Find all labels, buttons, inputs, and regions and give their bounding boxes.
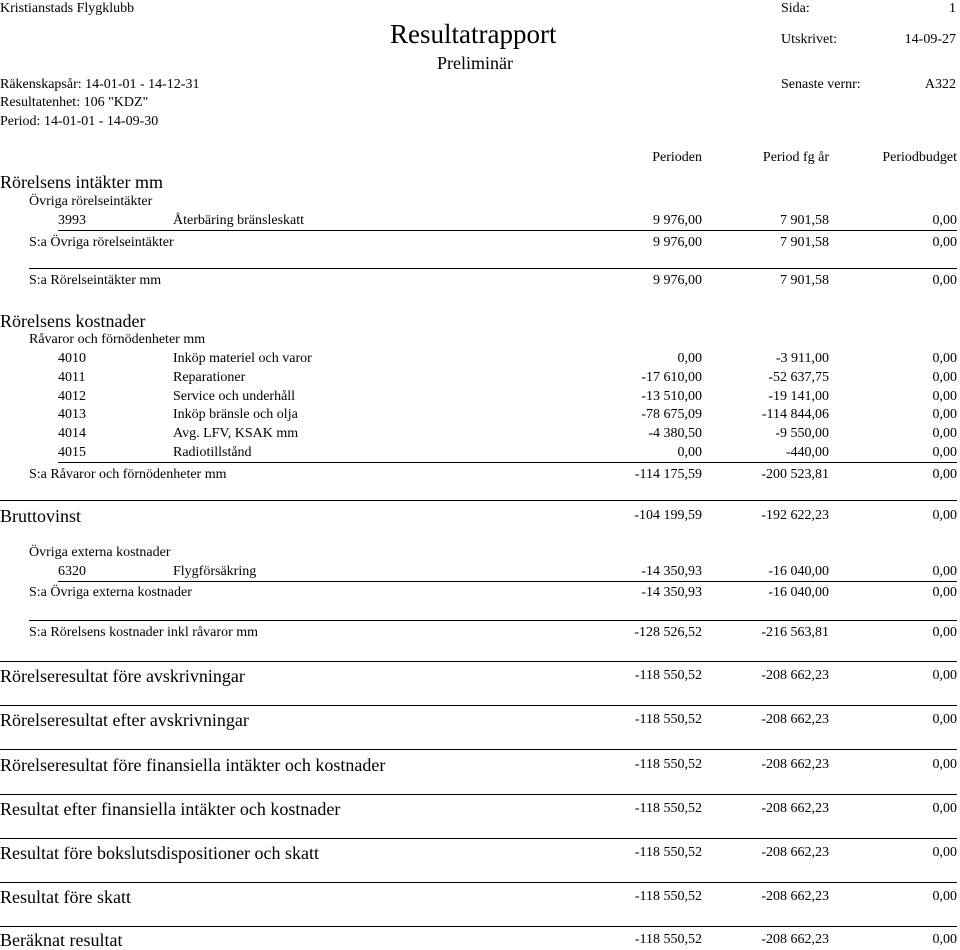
divider xyxy=(0,661,957,662)
sum-label: S:a Råvaror och förnödenheter mm xyxy=(29,467,227,482)
value-prev-year: -9 550,00 xyxy=(775,426,829,441)
value-budget: 0,00 xyxy=(932,370,957,385)
value-budget: 0,00 xyxy=(932,213,957,228)
divider xyxy=(29,620,957,621)
value-prev-year: -440,00 xyxy=(785,445,829,460)
account-number: 4012 xyxy=(58,389,86,404)
account-number: 3993 xyxy=(58,213,86,228)
divider xyxy=(0,882,957,883)
value-prev-year: -208 662,23 xyxy=(761,801,829,816)
account-number: 6320 xyxy=(58,564,86,579)
value-budget: 0,00 xyxy=(932,712,957,727)
divider xyxy=(58,230,957,231)
result-label: Beräknat resultat xyxy=(0,930,123,950)
sum-label: S:a Rörelsens kostnader inkl råvaror mm xyxy=(29,625,259,640)
value-period: 0,00 xyxy=(677,445,702,460)
value-budget: 0,00 xyxy=(932,467,957,482)
value-budget: 0,00 xyxy=(932,625,957,640)
value-period: -128 526,52 xyxy=(634,625,702,640)
result-label: Resultat efter finansiella intäkter och kostnader xyxy=(0,799,341,819)
value-budget: 0,00 xyxy=(932,585,957,600)
result-label: Resultat före skatt xyxy=(0,887,131,907)
value-period: -118 550,52 xyxy=(634,845,702,860)
page-label: Sida: xyxy=(781,1,810,16)
value-period: -118 550,52 xyxy=(634,757,702,772)
account-name: Radiotillstånd xyxy=(173,445,252,460)
value-budget: 0,00 xyxy=(932,564,957,579)
result-label: Bruttovinst xyxy=(0,506,82,526)
value-prev-year: -208 662,23 xyxy=(761,889,829,904)
printed-label: Utskrivet: xyxy=(781,32,837,47)
value-budget: 0,00 xyxy=(932,889,957,904)
value-budget: 0,00 xyxy=(932,273,957,288)
column-header-period: Perioden xyxy=(652,150,702,165)
account-number: 4010 xyxy=(58,351,86,366)
divider xyxy=(0,749,957,750)
value-budget: 0,00 xyxy=(932,445,957,460)
value-prev-year: -114 844,06 xyxy=(761,407,829,422)
value-period: -104 199,59 xyxy=(634,508,702,523)
company-name: Kristianstads Flygklubb xyxy=(0,1,135,16)
account-number: 4011 xyxy=(58,370,86,385)
column-header-prev-year: Period fg år xyxy=(762,150,829,165)
value-budget: 0,00 xyxy=(932,426,957,441)
value-prev-year: -216 563,81 xyxy=(761,625,829,640)
value-budget: 0,00 xyxy=(932,845,957,860)
value-period: -118 550,52 xyxy=(634,801,702,816)
value-budget: 0,00 xyxy=(932,407,957,422)
value-budget: 0,00 xyxy=(932,668,957,683)
printed-date: 14-09-27 xyxy=(904,32,956,47)
value-prev-year: -208 662,23 xyxy=(761,757,829,772)
value-period: -17 610,00 xyxy=(641,370,702,385)
account-name: Avg. LFV, KSAK mm xyxy=(173,426,299,441)
value-budget: 0,00 xyxy=(932,508,957,523)
value-period: -14 350,93 xyxy=(641,564,702,579)
report-subtitle: Preliminär xyxy=(437,53,513,73)
value-prev-year: -16 040,00 xyxy=(768,585,829,600)
account-name: Inköp materiel och varor xyxy=(173,351,312,366)
divider xyxy=(0,500,957,501)
last-verification-label: Senaste vernr: xyxy=(781,77,861,92)
value-period: -118 550,52 xyxy=(634,712,702,727)
report-title: Resultatrapport xyxy=(390,19,557,49)
value-prev-year: -19 141,00 xyxy=(768,389,829,404)
value-period: 0,00 xyxy=(677,351,702,366)
account-name: Inköp bränsle och olja xyxy=(173,407,298,422)
column-header-budget: Periodbudget xyxy=(882,150,957,165)
value-period: 9 976,00 xyxy=(653,213,702,228)
sum-label: S:a Rörelseintäkter mm xyxy=(29,273,162,288)
result-label: Rörelseresultat efter avskrivningar xyxy=(0,710,249,730)
group-title-other-revenue: Övriga rörelseintäkter xyxy=(29,194,153,209)
last-verification-number: A322 xyxy=(924,77,956,92)
value-prev-year: 7 901,58 xyxy=(780,235,829,250)
value-prev-year: 7 901,58 xyxy=(780,273,829,288)
result-label: Resultat före bokslutsdispositioner och skatt xyxy=(0,843,319,863)
divider xyxy=(58,581,957,582)
value-prev-year: 7 901,58 xyxy=(780,213,829,228)
sum-label: S:a Övriga externa kostnader xyxy=(29,585,192,600)
value-prev-year: -208 662,23 xyxy=(761,845,829,860)
account-number: 4014 xyxy=(58,426,86,441)
period-range: Period: 14-01-01 - 14-09-30 xyxy=(0,114,159,129)
value-budget: 0,00 xyxy=(932,389,957,404)
group-title-external: Övriga externa kostnader xyxy=(29,545,171,560)
value-period: 9 976,00 xyxy=(653,235,702,250)
divider xyxy=(58,462,957,463)
value-period: -13 510,00 xyxy=(641,389,702,404)
account-name: Reparationer xyxy=(173,370,246,385)
account-number: 4013 xyxy=(58,407,86,422)
section-title-revenue: Rörelsens intäkter mm xyxy=(0,172,163,192)
account-number: 4015 xyxy=(58,445,86,460)
value-period: -114 175,59 xyxy=(634,467,702,482)
value-prev-year: -208 662,23 xyxy=(761,668,829,683)
value-period: -118 550,52 xyxy=(634,932,702,947)
value-prev-year: -208 662,23 xyxy=(761,712,829,727)
value-budget: 0,00 xyxy=(932,932,957,947)
value-budget: 0,00 xyxy=(932,235,957,250)
value-budget: 0,00 xyxy=(932,351,957,366)
value-period: -14 350,93 xyxy=(641,585,702,600)
result-label: Rörelseresultat före avskrivningar xyxy=(0,666,245,686)
result-unit: Resultatenhet: 106 "KDZ" xyxy=(0,95,149,110)
divider xyxy=(0,705,957,706)
account-name: Service och underhåll xyxy=(173,389,296,404)
divider xyxy=(0,794,957,795)
value-prev-year: -52 637,75 xyxy=(768,370,829,385)
divider xyxy=(0,838,957,839)
value-prev-year: -192 622,23 xyxy=(761,508,829,523)
fiscal-year: Räkenskapsår: 14-01-01 - 14-12-31 xyxy=(0,77,200,92)
value-budget: 0,00 xyxy=(932,757,957,772)
value-prev-year: -3 911,00 xyxy=(775,351,829,366)
value-period: -118 550,52 xyxy=(634,889,702,904)
account-name: Återbäring bränsleskatt xyxy=(173,213,305,228)
sum-label: S:a Övriga rörelseintäkter xyxy=(29,235,174,250)
value-period: -118 550,52 xyxy=(634,668,702,683)
group-title-materials: Råvaror och förnödenheter mm xyxy=(29,332,206,347)
value-prev-year: -200 523,81 xyxy=(761,467,829,482)
divider xyxy=(29,268,957,269)
value-period: -4 380,50 xyxy=(648,426,702,441)
result-label: Rörelseresultat före finansiella intäkter och kostnader xyxy=(0,755,386,775)
value-prev-year: -208 662,23 xyxy=(761,932,829,947)
account-name: Flygförsäkring xyxy=(173,564,257,579)
page-number: 1 xyxy=(949,1,956,16)
value-period: 9 976,00 xyxy=(653,273,702,288)
value-period: -78 675,09 xyxy=(641,407,702,422)
section-title-costs: Rörelsens kostnader xyxy=(0,311,146,331)
value-budget: 0,00 xyxy=(932,801,957,816)
divider xyxy=(0,926,957,927)
value-prev-year: -16 040,00 xyxy=(768,564,829,579)
